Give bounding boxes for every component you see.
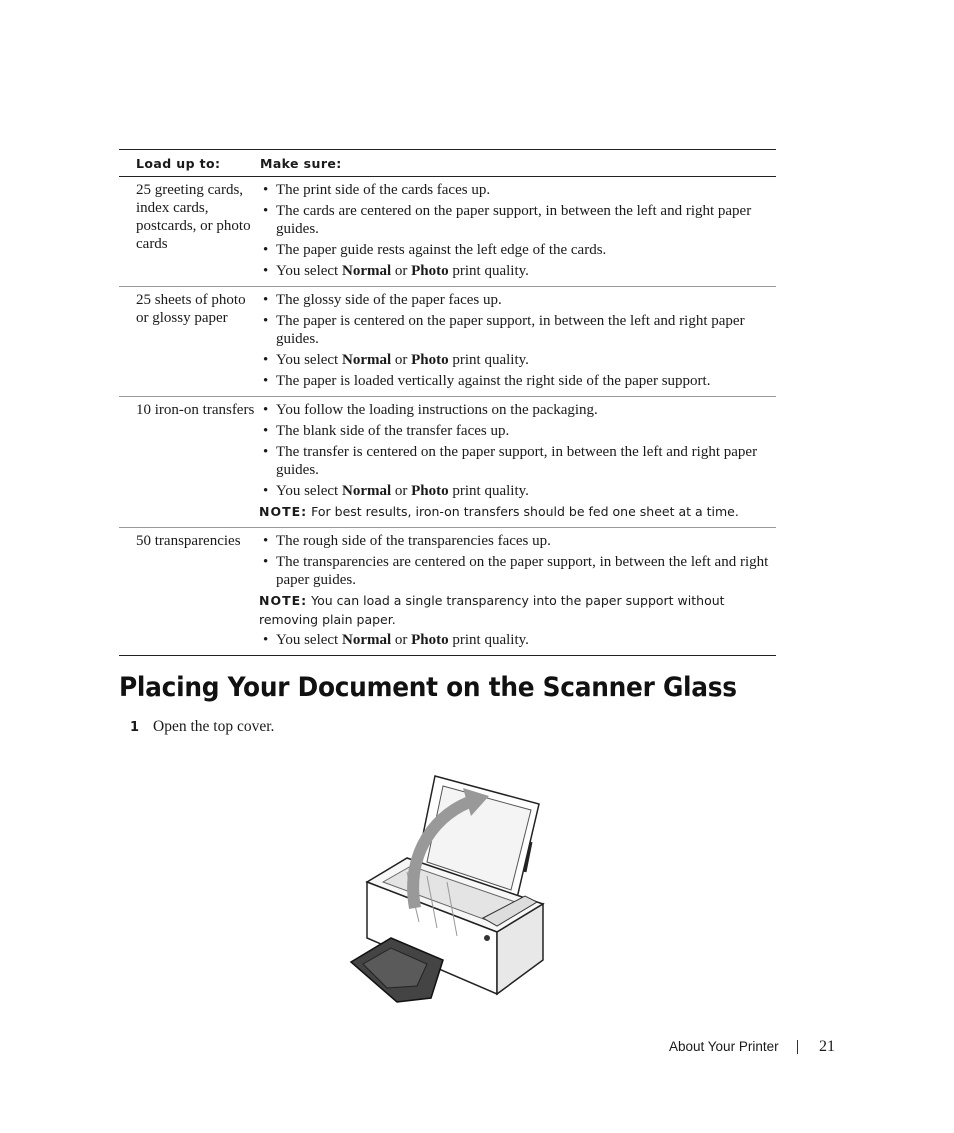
list-item: • The paper is centered on the paper support, in between the left and right paper guides. — [263, 313, 745, 347]
footer-divider — [797, 1040, 798, 1054]
header-load-up-to: Load up to: — [136, 155, 221, 171]
paper-loading-table — [119, 149, 776, 656]
list-item: • The rough side of the transparencies faces up. — [263, 533, 551, 549]
table-row — [119, 528, 776, 656]
note: NOTE: For best results, iron-on transfers should be fed one sheet at a time. — [259, 504, 739, 519]
note: NOTE: You can load a single transparency into the paper support without removing plain paper. — [259, 593, 725, 627]
list-item: • You select Normal or Photo print quality. — [263, 263, 529, 279]
page-number: 21 — [819, 1038, 835, 1055]
load-cell: 10 iron-on transfers — [136, 402, 255, 418]
list-item: • You select Normal or Photo print quality. — [263, 632, 529, 648]
list-item: • You follow the loading instructions on the packaging. — [263, 402, 598, 418]
make-sure-cell — [259, 291, 776, 390]
footer-section-title: About Your Printer — [669, 1039, 779, 1054]
list-item: • The print side of the cards faces up. — [263, 182, 491, 198]
make-sure-cell — [259, 401, 776, 521]
table-row — [119, 177, 776, 287]
list-item: • You select Normal or Photo print quality. — [263, 352, 529, 368]
section-heading: Placing Your Document on the Scanner Glass — [119, 672, 737, 703]
step-1 — [130, 718, 274, 736]
load-cell: 25 greeting cards, index cards, postcards, or photo cards — [136, 182, 251, 252]
list-item: • The paper is loaded vertically against the right side of the paper support. — [263, 373, 711, 389]
table-row — [119, 397, 776, 528]
load-cell: 25 sheets of photo or glossy paper — [136, 292, 246, 326]
list-item: • The transparencies are centered on the paper support, in between the left and right paper guides. — [263, 554, 769, 588]
printer-open-cover-icon — [347, 772, 547, 1006]
step-text: Open the top cover. — [153, 718, 275, 735]
make-sure-cell — [259, 181, 776, 280]
make-sure-cell — [259, 532, 776, 649]
table-row — [119, 287, 776, 397]
list-item: • The glossy side of the paper faces up. — [263, 292, 502, 308]
list-item: • The cards are centered on the paper support, in between the left and right paper guides. — [263, 203, 752, 237]
list-item: • You select Normal or Photo print quality. — [263, 483, 529, 499]
list-item: • The paper guide rests against the left edge of the cards. — [263, 242, 607, 258]
header-make-sure: Make sure: — [260, 155, 342, 171]
list-item: • The transfer is centered on the paper support, in between the left and right paper guides. — [263, 444, 758, 478]
table-header — [119, 150, 776, 177]
list-item: • The blank side of the transfer faces up. — [263, 423, 510, 439]
step-number: 1 — [130, 720, 140, 735]
load-cell: 50 transparencies — [136, 533, 241, 549]
